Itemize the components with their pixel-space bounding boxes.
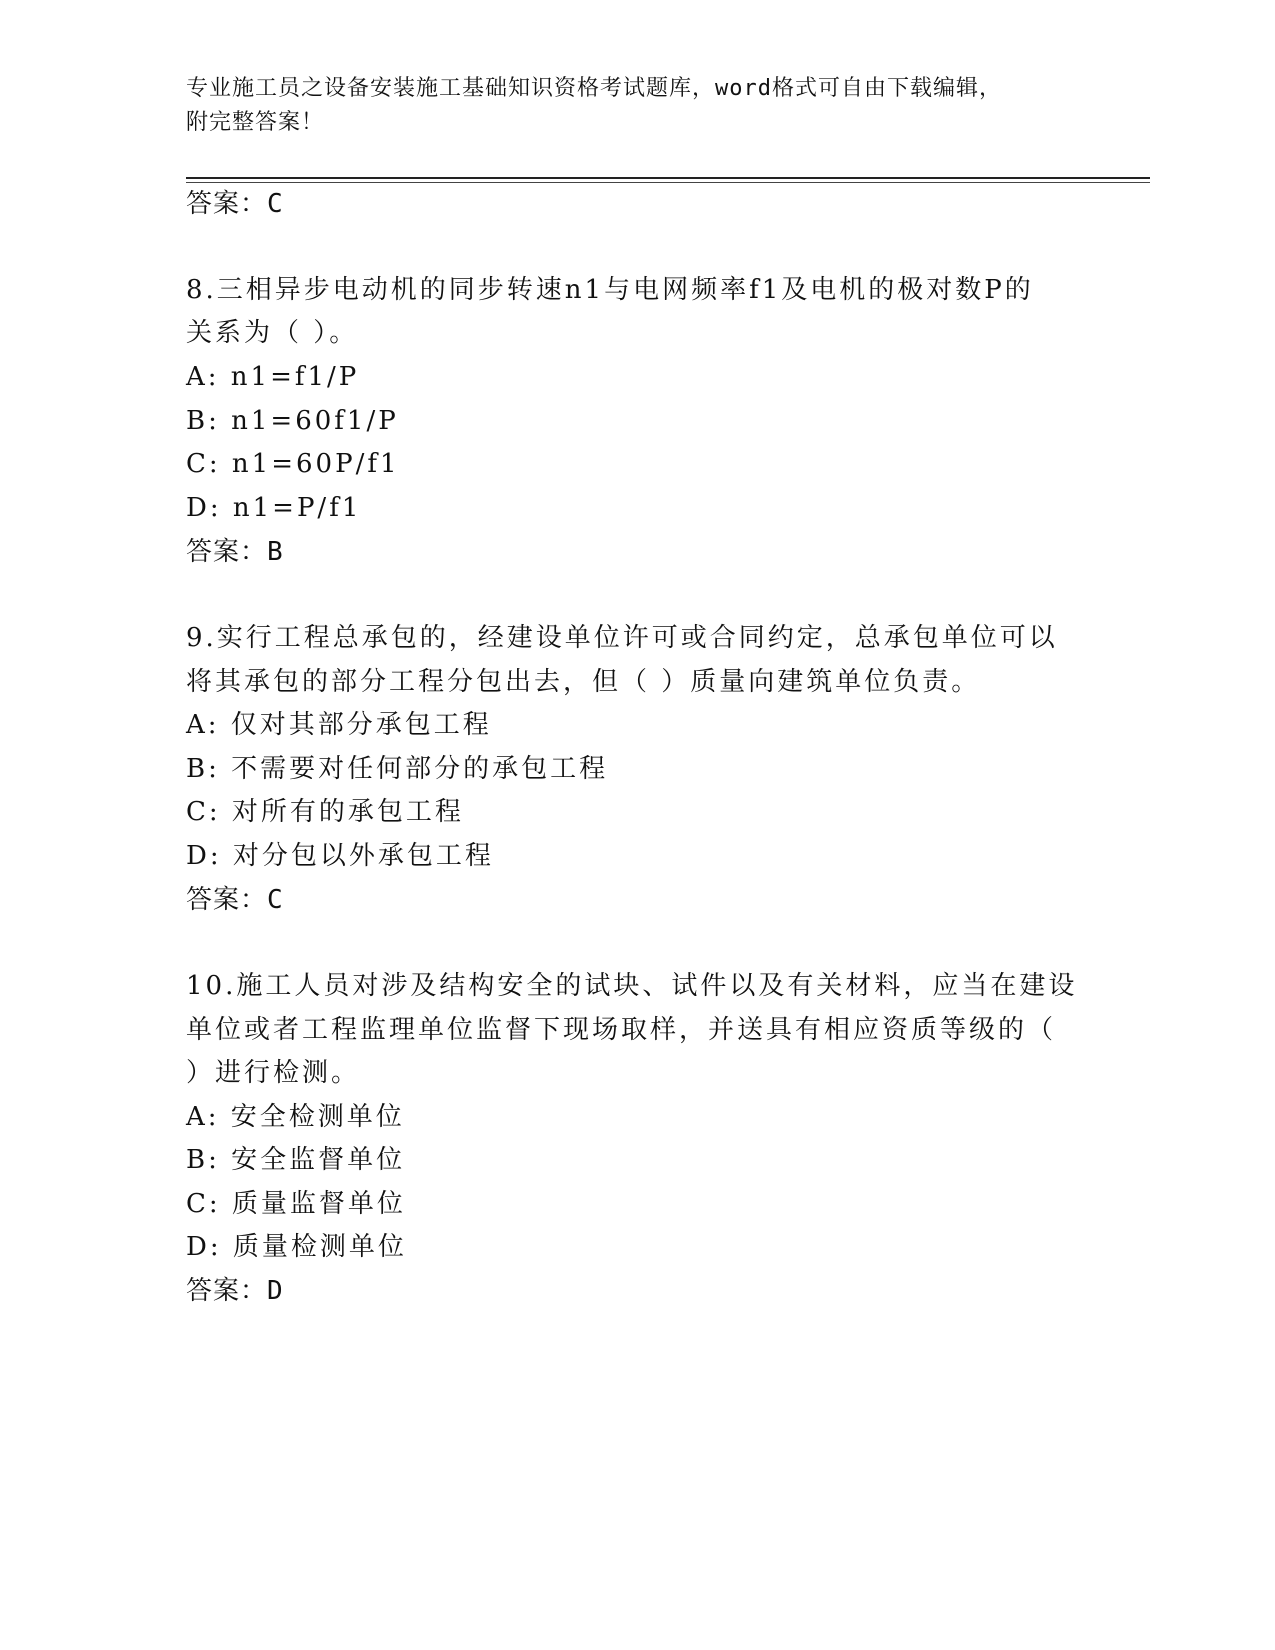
question-10-stem-line-1: 10.施工人员对涉及结构安全的试块、试件以及有关材料，应当在建设	[186, 971, 1078, 1001]
question-9-option-c: C: 对所有的承包工程	[186, 797, 464, 827]
question-8-option-b: B: n1=60f1/P	[186, 406, 399, 436]
question-10-stem-line-2: 单位或者工程监理单位监督下现场取样，并送具有相应资质等级的（	[186, 1015, 1057, 1045]
question-10-option-d: D: 质量检测单位	[186, 1232, 407, 1262]
question-9-stem-line-1: 9.实行工程总承包的，经建设单位许可或合同约定，总承包单位可以	[186, 623, 1058, 653]
header-line-2: 附完整答案！	[186, 110, 325, 135]
document-header	[186, 72, 1066, 140]
question-8-answer: 答案：B	[186, 537, 284, 567]
question-9-option-a: A: 仅对其部分承包工程	[186, 710, 492, 740]
question-9-stem-line-2: 将其承包的部分工程分包出去，但（ ）质量向建筑单位负责。	[186, 667, 981, 697]
question-10-answer: 答案：D	[186, 1276, 284, 1306]
header-divider-thick	[186, 177, 1150, 179]
question-10-option-a: A: 安全检测单位	[186, 1102, 405, 1132]
question-8-option-d: D: n1=P/f1	[186, 493, 362, 523]
question-8-option-c: C: n1=60P/f1	[186, 449, 400, 479]
question-8-stem-line-1: 8.三相异步电动机的同步转速n1与电网频率f1及电机的极对数P的	[186, 275, 1034, 305]
header-line-1: 专业施工员之设备安装施工基础知识资格考试题库，word格式可自由下载编辑，	[186, 76, 1002, 101]
question-10-stem-line-3: ）进行检测。	[186, 1058, 361, 1088]
question-9-option-b: B: 不需要对任何部分的承包工程	[186, 754, 609, 784]
question-9-answer: 答案：C	[186, 885, 284, 915]
answer-previous: 答案：C	[186, 189, 284, 219]
question-9-option-d: D: 对分包以外承包工程	[186, 841, 494, 871]
header-divider-thin	[186, 182, 1150, 183]
question-10-option-c: C: 质量监督单位	[186, 1189, 406, 1219]
question-10-option-b: B: 安全监督单位	[186, 1145, 406, 1175]
question-8-option-a: A: n1=f1/P	[186, 362, 360, 392]
question-8-stem-line-2: 关系为（ ）。	[186, 318, 359, 348]
